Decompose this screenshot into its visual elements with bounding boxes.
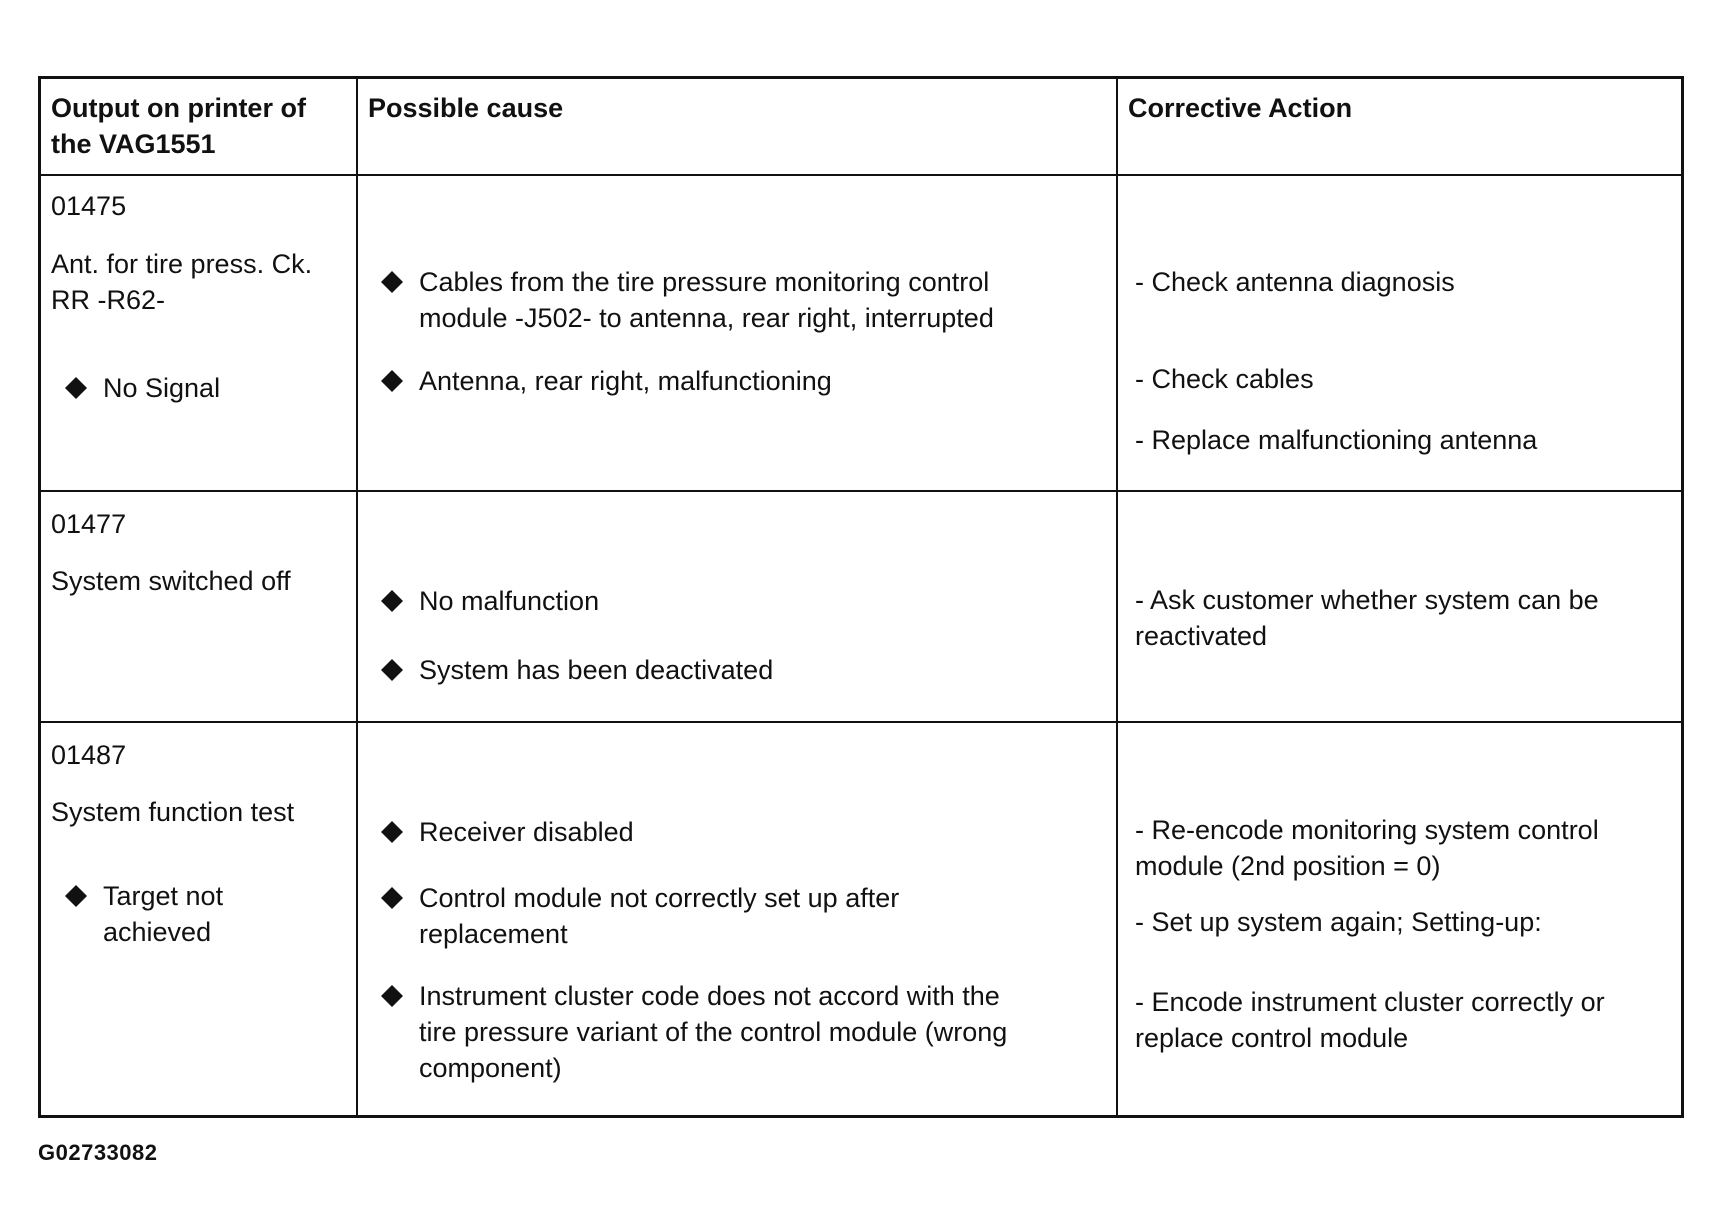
row1-action-1: - Check antenna diagnosis bbox=[1135, 267, 1455, 297]
row2-cause-2-line1: System has been deactivated bbox=[419, 655, 774, 685]
row3-action-1-line1: - Re-encode monitoring system control bbox=[1135, 815, 1599, 845]
row3-cause-2-line1: Control module not correctly set up after bbox=[419, 883, 900, 913]
row3-action-3-line1: - Encode instrument cluster correctly or bbox=[1135, 987, 1605, 1017]
row2-action-1-line1: - Ask customer whether system can be bbox=[1135, 585, 1599, 615]
row3-cause-3-line2: tire pressure variant of the control module (wrong bbox=[419, 1017, 1008, 1047]
header-divider bbox=[41, 174, 1681, 176]
row1-output-line1: Ant. for tire press. Ck. bbox=[51, 249, 313, 279]
row1-code: 01475 bbox=[51, 191, 127, 221]
row3-output-line1: System function test bbox=[51, 797, 295, 827]
diamond-bullet-icon bbox=[64, 884, 88, 908]
row2-code: 01477 bbox=[51, 509, 127, 539]
diamond-bullet-icon bbox=[380, 369, 404, 393]
header-col1-line2: the VAG1551 bbox=[51, 129, 216, 159]
figure-id: G02733082 bbox=[38, 1140, 158, 1165]
diamond-bullet-icon bbox=[64, 376, 88, 400]
diamond-bullet-icon bbox=[380, 270, 404, 294]
row3-cause-3-line3: component) bbox=[419, 1053, 562, 1083]
row1-output-line2: RR -R62- bbox=[51, 285, 166, 315]
row3-cause-3-line1: Instrument cluster code does not accord with the bbox=[419, 981, 1000, 1011]
row3-cause-1-line1: Receiver disabled bbox=[419, 817, 634, 847]
row2-cause-1-line1: No malfunction bbox=[419, 586, 600, 616]
row3-action-1-line2: module (2nd position = 0) bbox=[1135, 851, 1441, 881]
header-col2: Possible cause bbox=[368, 93, 564, 123]
row1-output-bullet-text: No Signal bbox=[103, 373, 221, 403]
row-divider bbox=[41, 490, 1681, 492]
row3-action-3-line2: replace control module bbox=[1135, 1023, 1409, 1053]
row3-output-bullet-line1: Target not bbox=[103, 881, 224, 911]
row2-output-line1: System switched off bbox=[51, 566, 291, 596]
row2-action-1-line2: reactivated bbox=[1135, 621, 1268, 651]
row1-cause-2-line1: Antenna, rear right, malfunctioning bbox=[419, 366, 832, 396]
column-divider bbox=[356, 79, 358, 1115]
row1-action-2: - Check cables bbox=[1135, 364, 1314, 394]
diamond-bullet-icon bbox=[380, 658, 404, 682]
header-col3: Corrective Action bbox=[1128, 93, 1353, 123]
row3-output-bullet-line2: achieved bbox=[103, 917, 212, 947]
row3-code: 01487 bbox=[51, 740, 127, 770]
row1-action-3: - Replace malfunctioning antenna bbox=[1135, 425, 1538, 455]
row3-cause-2-line2: replacement bbox=[419, 919, 568, 949]
column-divider bbox=[1116, 79, 1118, 1115]
diamond-bullet-icon bbox=[380, 589, 404, 613]
row1-cause-1-line2: module -J502- to antenna, rear right, interrupted bbox=[419, 303, 994, 333]
row3-action-2: - Set up system again; Setting-up: bbox=[1135, 907, 1542, 937]
diamond-bullet-icon bbox=[380, 886, 404, 910]
row-divider bbox=[41, 721, 1681, 723]
row1-cause-1-line1: Cables from the tire pressure monitoring control bbox=[419, 267, 990, 297]
diamond-bullet-icon bbox=[380, 984, 404, 1008]
diamond-bullet-icon bbox=[380, 820, 404, 844]
header-col1-line1: Output on printer of bbox=[51, 93, 306, 123]
